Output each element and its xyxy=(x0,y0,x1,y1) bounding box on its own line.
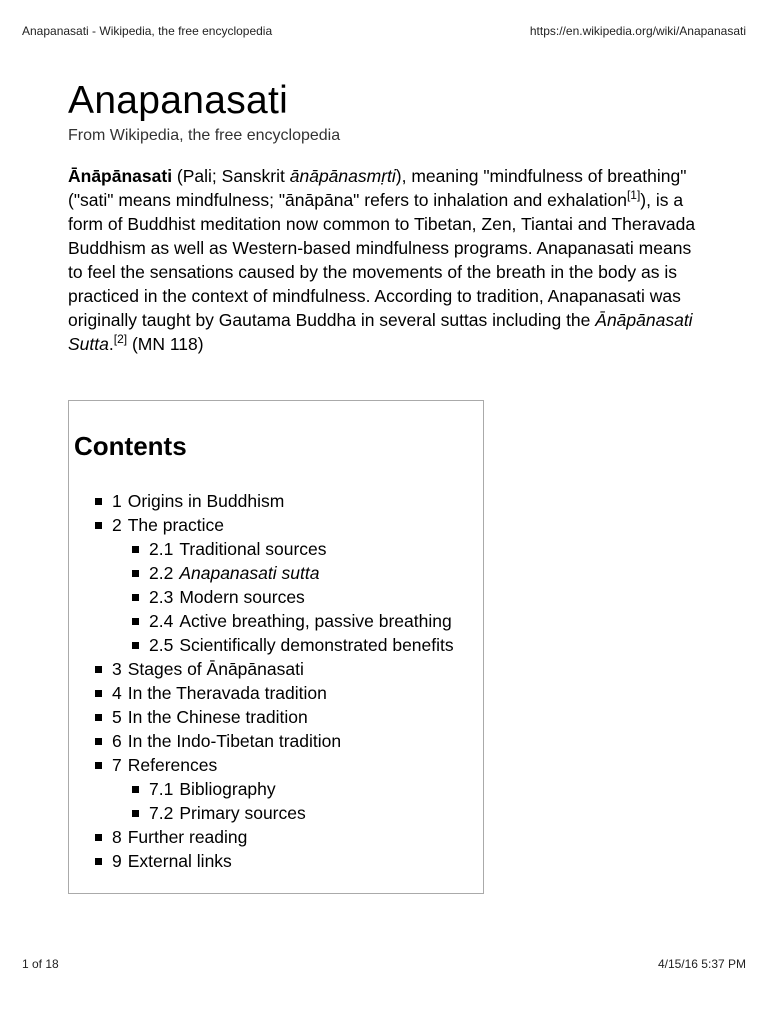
lead-text-2: ), meaning "mindfulness of breathing" ("sati" means mindfulness; "ānāpāna" refers to inhalation and exhalation xyxy=(68,166,687,210)
toc-item-the-practice[interactable] xyxy=(95,513,454,537)
bullet-icon xyxy=(132,546,139,553)
reference-link-1[interactable]: [1] xyxy=(626,188,641,203)
toc-label: The practice xyxy=(127,515,225,535)
toc-item-stages[interactable] xyxy=(95,657,454,681)
bullet-icon xyxy=(132,618,139,625)
toc-item-traditional-sources[interactable] xyxy=(132,537,454,561)
site-tagline: From Wikipedia, the free encyclopedia xyxy=(68,127,341,144)
toc-number: 8 xyxy=(112,827,122,847)
toc-item-scientific-benefits[interactable] xyxy=(132,633,454,657)
toc-number: 2 xyxy=(112,515,122,535)
bullet-icon xyxy=(95,834,102,841)
toc-label: Further reading xyxy=(127,827,248,847)
article-content xyxy=(68,78,704,374)
toc-item-active-passive-breathing[interactable] xyxy=(132,609,454,633)
print-datetime: 4/15/16 5:37 PM xyxy=(657,957,746,971)
toc-number: 2.1 xyxy=(149,539,174,559)
toc-label: Scientifically demonstrated benefits xyxy=(179,635,454,655)
bullet-icon xyxy=(95,666,102,673)
bullet-icon xyxy=(95,738,102,745)
toc-number: 7.1 xyxy=(149,779,174,799)
toc-label: Active breathing, passive breathing xyxy=(179,611,452,631)
toc-item-primary-sources[interactable] xyxy=(132,801,454,825)
toc-number: 4 xyxy=(112,683,122,703)
toc-number: 3 xyxy=(112,659,122,679)
toc-list xyxy=(95,489,454,873)
lead-text-3: ), is a form of Buddhist meditation now common to Tibetan, Zen, Tiantai and Theravada Buddhism as well as Western-based mindfulness programs. Anapanasati means to feel the sensations caused by the movements of the breath in the body as is practiced in the context of mindfulness. According to tradition, Anapanasati was originally taught by Gautama Buddha in several suttas including the xyxy=(68,190,696,330)
lead-text-1: (Pali; Sanskrit xyxy=(172,166,290,186)
bullet-icon xyxy=(132,570,139,577)
print-header xyxy=(22,24,746,40)
toc-number: 7.2 xyxy=(149,803,174,823)
lead-text-4: . xyxy=(108,334,114,354)
toc-label: Origins in Buddhism xyxy=(127,491,285,511)
bullet-icon xyxy=(95,522,102,529)
lead-text-5: (MN 118) xyxy=(127,334,204,354)
toc-item-chinese-tradition[interactable] xyxy=(95,705,454,729)
page-title: Anapanasati xyxy=(68,79,289,122)
toc-label: External links xyxy=(127,851,232,871)
print-footer xyxy=(22,957,746,973)
lead-sutta-title: Ānāpānasati Sutta xyxy=(68,310,693,354)
toc-item-references[interactable] xyxy=(95,753,454,777)
toc-item-indo-tibetan-tradition[interactable] xyxy=(95,729,454,753)
toc-number: 2.3 xyxy=(149,587,174,607)
toc-number: 7 xyxy=(112,755,122,775)
bullet-icon xyxy=(95,690,102,697)
toc-title: Contents xyxy=(74,431,187,461)
toc-label: Modern sources xyxy=(179,587,305,607)
toc-label: Anapanasati sutta xyxy=(179,563,320,583)
toc-item-modern-sources[interactable] xyxy=(132,585,454,609)
toc-label: References xyxy=(127,755,218,775)
toc-label: Traditional sources xyxy=(179,539,327,559)
bullet-icon xyxy=(132,810,139,817)
lead-term: Ānāpānasati xyxy=(68,166,173,186)
bullet-icon xyxy=(132,786,139,793)
toc-label: Primary sources xyxy=(179,803,306,823)
toc-number: 6 xyxy=(112,731,122,751)
bullet-icon xyxy=(132,594,139,601)
toc-label: Bibliography xyxy=(179,779,276,799)
bullet-icon xyxy=(132,642,139,649)
toc-label: In the Chinese tradition xyxy=(127,707,308,727)
toc-label: In the Indo-Tibetan tradition xyxy=(127,731,342,751)
toc-item-bibliography[interactable] xyxy=(132,777,454,801)
toc-item-external-links[interactable] xyxy=(95,849,454,873)
toc-number: 2.4 xyxy=(149,611,174,631)
bullet-icon xyxy=(95,858,102,865)
bullet-icon xyxy=(95,762,102,769)
toc-item-further-reading[interactable] xyxy=(95,825,454,849)
toc-number: 2.2 xyxy=(149,563,174,583)
document-title: Anapanasati - Wikipedia, the free encyclopedia xyxy=(22,24,273,38)
reference-link-2[interactable]: [2] xyxy=(113,332,128,347)
toc-number: 2.5 xyxy=(149,635,174,655)
toc-label: Stages of Ānāpānasati xyxy=(127,659,304,679)
toc-item-anapanasati-sutta[interactable] xyxy=(132,561,454,585)
bullet-icon xyxy=(95,714,102,721)
toc-number: 5 xyxy=(112,707,122,727)
lead-sanskrit-term: ānāpānasmṛti xyxy=(289,166,396,186)
toc-item-origins-in-buddhism[interactable] xyxy=(95,489,454,513)
lead-paragraph xyxy=(68,164,704,356)
toc-number: 1 xyxy=(112,491,122,511)
page-counter: 1 of 18 xyxy=(22,957,59,971)
page-url: https://en.wikipedia.org/wiki/Anapanasati xyxy=(529,24,746,38)
table-of-contents xyxy=(68,400,484,894)
toc-item-theravada-tradition[interactable] xyxy=(95,681,454,705)
toc-label: In the Theravada tradition xyxy=(127,683,327,703)
toc-number: 9 xyxy=(112,851,122,871)
bullet-icon xyxy=(95,498,102,505)
